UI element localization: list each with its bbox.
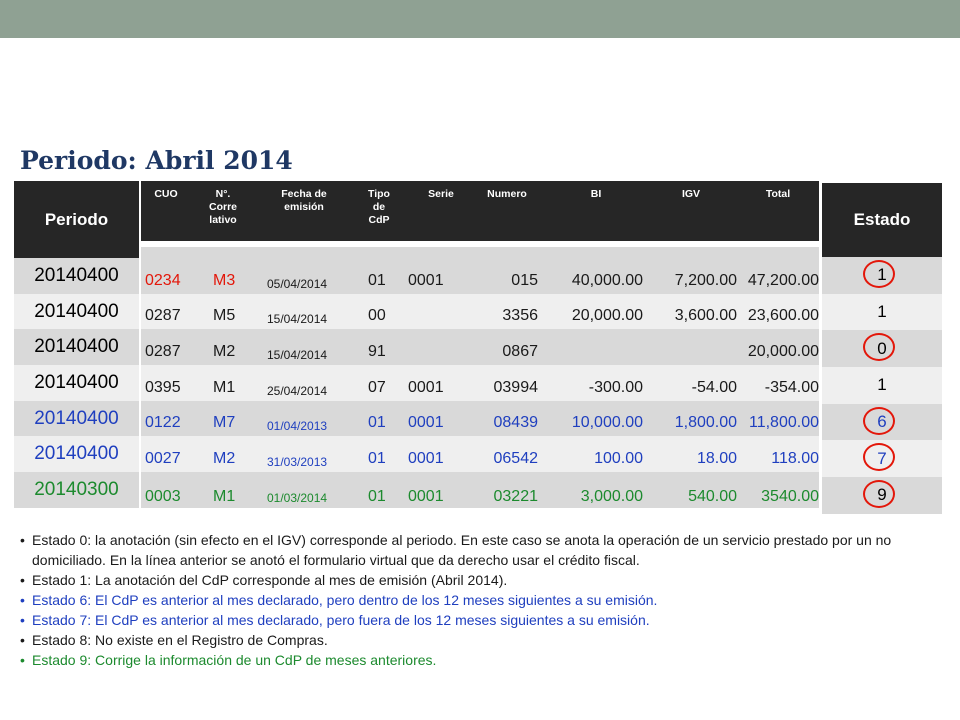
cell-numero: 03994 xyxy=(493,378,538,396)
cell-igv: 7,200.00 xyxy=(674,271,737,289)
cell-igv: -54.00 xyxy=(691,378,737,396)
periodo-cell: 20140400 xyxy=(14,401,139,437)
highlight-circle xyxy=(863,333,895,361)
cell-tipo: 00 xyxy=(368,307,386,325)
cell-correlativo: M2 xyxy=(213,343,236,361)
header-cuo: CUO xyxy=(154,188,178,200)
header-tipo: Tipo de CdP xyxy=(368,188,390,226)
estado-value: 1 xyxy=(877,302,887,322)
header-correlativo: N°. Corre lativo xyxy=(208,188,237,226)
cell-numero: 3356 xyxy=(502,307,538,325)
header-serie: Serie xyxy=(428,188,454,200)
cell-numero: 06542 xyxy=(493,450,538,468)
cell-total: 118.00 xyxy=(771,450,819,468)
cell-bi: 20,000.00 xyxy=(571,307,643,325)
estado-column xyxy=(822,183,942,514)
cell-correlativo: M7 xyxy=(213,414,236,432)
estado-value: 7 xyxy=(877,448,887,468)
cell-tipo: 91 xyxy=(368,343,386,361)
cell-cuo: 0395 xyxy=(145,378,181,396)
cell-cuo: 0027 xyxy=(145,450,181,468)
header-bi: BI xyxy=(590,188,602,200)
cell-serie: 0001 xyxy=(408,450,444,468)
cell-total: 47,200.00 xyxy=(747,271,819,289)
estado-value: 6 xyxy=(877,412,887,432)
compras-table xyxy=(141,181,819,508)
estado-cell xyxy=(822,440,942,477)
estado-cell xyxy=(822,330,942,367)
cell-numero: 03221 xyxy=(493,487,538,505)
cell-correlativo: M5 xyxy=(213,307,236,325)
list-item: • Estado 9: Corrige la información de un CdP de meses anteriores. xyxy=(20,652,437,668)
cell-correlativo: M3 xyxy=(213,271,236,289)
estado-cell xyxy=(822,477,942,514)
cell-tipo: 01 xyxy=(368,450,386,468)
estado-cell xyxy=(822,404,942,441)
highlight-circle xyxy=(863,407,895,435)
cell-bi: -300.00 xyxy=(588,378,643,396)
cell-total: -354.00 xyxy=(764,378,819,396)
table-row xyxy=(141,365,819,401)
header-numero: Numero xyxy=(487,188,527,200)
table-row xyxy=(141,436,819,472)
cell-cuo: 0003 xyxy=(145,487,181,505)
periodo-header: Periodo xyxy=(14,181,139,258)
list-item: • Estado 8: No existe en el Registro de Compras. xyxy=(20,632,328,648)
estado-value: 9 xyxy=(877,485,887,505)
bullet-icon: • xyxy=(20,632,25,648)
header-total: Total xyxy=(765,188,791,200)
cell-serie: 0001 xyxy=(408,271,444,289)
cell-serie: 0001 xyxy=(408,487,444,505)
list-item: • Estado 6: El CdP es anterior al mes declarado, pero dentro de los 12 meses siguientes a su emisión. xyxy=(20,592,658,608)
bullet-icon: • xyxy=(20,612,25,628)
estado-header: Estado xyxy=(822,183,942,257)
cell-bi: 100.00 xyxy=(594,450,643,468)
cell-numero: 08439 xyxy=(493,414,538,432)
header-fecha: Fecha de emisión xyxy=(281,188,327,213)
cell-fecha: 05/04/2014 xyxy=(267,276,328,291)
list-item: • Estado 0: la anotación (sin efecto en el IGV) corresponde al periodo. En este caso se anota la operación de un servicio prestado por un no domiciliado. En la línea anterior se anotó el formulario virtual que da derecho usar el crédito fiscal. xyxy=(20,532,892,568)
estado-cell xyxy=(822,367,942,404)
cell-correlativo: M1 xyxy=(213,378,236,396)
periodo-column xyxy=(14,181,139,508)
table-row xyxy=(141,258,819,294)
cell-tipo: 01 xyxy=(368,271,386,289)
cell-fecha: 31/03/2013 xyxy=(267,455,328,470)
cell-igv: 1,800.00 xyxy=(674,414,737,432)
header-igv: IGV xyxy=(681,188,701,200)
cell-igv: 18.00 xyxy=(696,450,737,468)
estado-cell xyxy=(822,257,942,294)
cell-total: 11,800.00 xyxy=(749,414,819,432)
cell-bi: 3,000.00 xyxy=(580,487,643,505)
estado-cell xyxy=(822,294,942,331)
highlight-circle xyxy=(863,260,895,288)
cell-correlativo: M1 xyxy=(213,487,236,505)
top-bar xyxy=(0,0,960,38)
list-item: • Estado 1: La anotación del CdP corresponde al mes de emisión (Abril 2014). xyxy=(20,572,508,588)
list-item: • Estado 7: El CdP es anterior al mes declarado, pero fuera de los 12 meses siguientes a su emisión. xyxy=(20,612,650,628)
highlight-circle xyxy=(863,480,895,508)
table-row xyxy=(141,472,819,508)
cell-igv: 540.00 xyxy=(688,487,737,505)
cell-cuo: 0287 xyxy=(145,343,181,361)
periodo-cell: 20140400 xyxy=(14,258,139,294)
cell-tipo: 07 xyxy=(368,378,386,396)
cell-serie: 0001 xyxy=(408,414,444,432)
cell-total: 20,000.00 xyxy=(747,343,819,361)
cell-numero: 015 xyxy=(511,271,538,289)
bullet-icon: • xyxy=(20,592,25,608)
bullet-icon: • xyxy=(20,532,25,548)
cell-total: 23,600.00 xyxy=(747,307,819,325)
cell-fecha: 01/04/2013 xyxy=(267,419,328,434)
bullet-icon: • xyxy=(20,572,25,588)
table-row xyxy=(141,294,819,330)
bullet-icon: • xyxy=(20,652,25,668)
table-header xyxy=(141,181,819,241)
cell-total: 3540.00 xyxy=(761,487,819,505)
cell-cuo: 0287 xyxy=(145,307,181,325)
cell-fecha: 15/04/2014 xyxy=(267,348,328,363)
periodo-cell: 20140400 xyxy=(14,329,139,365)
cell-numero: 0867 xyxy=(502,343,538,361)
cell-fecha: 15/04/2014 xyxy=(267,312,328,327)
cell-fecha: 01/03/2014 xyxy=(267,490,328,505)
estado-value: 1 xyxy=(877,375,887,395)
periodo-cell: 20140400 xyxy=(14,436,139,472)
cell-igv: 3,600.00 xyxy=(674,307,737,325)
cell-bi: 10,000.00 xyxy=(571,414,643,432)
cell-tipo: 01 xyxy=(368,414,386,432)
periodo-cell: 20140300 xyxy=(14,472,139,508)
estado-value: 1 xyxy=(877,265,887,285)
cell-tipo: 01 xyxy=(368,487,386,505)
cell-cuo: 0234 xyxy=(145,271,181,289)
cell-bi: 40,000.00 xyxy=(571,271,643,289)
table-row xyxy=(141,401,819,437)
cell-serie: 0001 xyxy=(408,378,444,396)
estado-value: 0 xyxy=(877,338,887,358)
periodo-cell: 20140400 xyxy=(14,294,139,330)
notes-list xyxy=(20,530,950,670)
table-row xyxy=(141,329,819,365)
page-title: Periodo: Abril 2014 xyxy=(20,146,293,175)
cell-correlativo: M2 xyxy=(213,450,236,468)
cell-fecha: 25/04/2014 xyxy=(267,383,328,398)
cell-cuo: 0122 xyxy=(145,414,181,432)
periodo-cell: 20140400 xyxy=(14,365,139,401)
highlight-circle xyxy=(863,443,895,471)
